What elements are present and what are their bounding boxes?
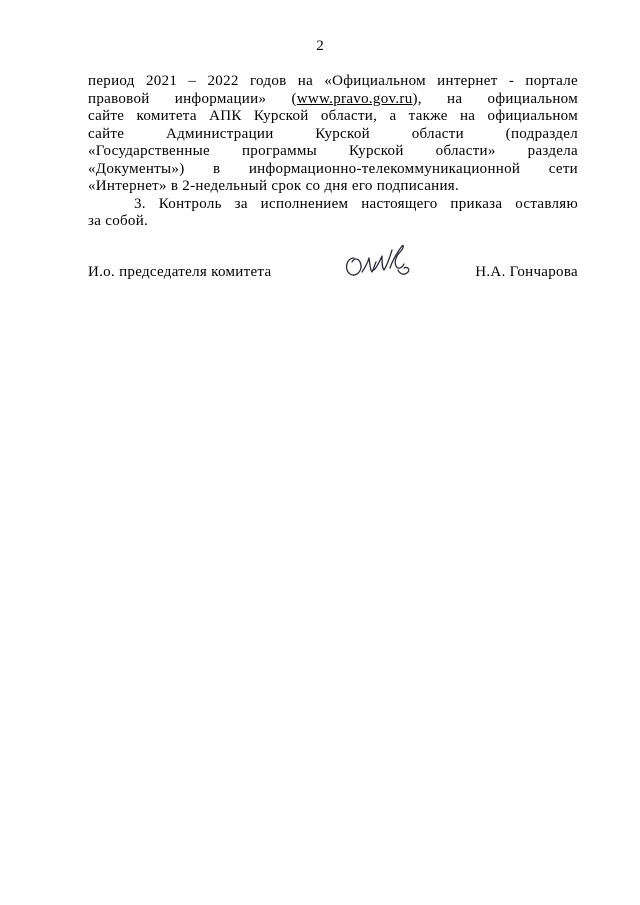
pravo-link[interactable]: www.pravo.gov.ru: [296, 90, 413, 107]
signature-block: [88, 258, 578, 282]
paragraph-1-line-1: период 2021 – 2022 годов на «Официальном интернет - портале: [88, 73, 578, 89]
paragraph-2-line-1: 3. Контроль за исполнением настоящего приказа оставляю: [134, 195, 578, 212]
signatory-name: Н.А. Гончарова: [475, 264, 578, 280]
paragraph-1-line-2-start: правовой информации» (: [88, 90, 297, 107]
page-number: 2: [316, 38, 324, 54]
paragraph-1-line-2: [88, 91, 578, 109]
paragraph-1-line-5: «Государственные программы Курской области» раздела: [88, 143, 578, 159]
handwritten-signature-icon: [338, 236, 418, 284]
signatory-position: И.о. председателя комитета: [88, 264, 272, 280]
paragraph-1-line-6: «Документы») в информационно-телекоммуникационной сети: [88, 160, 578, 177]
paragraph-1-line-4: сайте Администрации Курской области (подраздел: [88, 125, 578, 142]
paragraph-1-line-7: «Интернет» в 2-недельный срок со дня его подписания.: [88, 178, 460, 194]
paragraph-2-line-2: за собой.: [88, 213, 149, 229]
paragraph-1-line-2-end: ), на официальном: [412, 90, 578, 107]
paragraph-1-line-3: сайте комитета АПК Курской области, а также на официальном: [88, 108, 578, 124]
document-body: [88, 73, 578, 231]
